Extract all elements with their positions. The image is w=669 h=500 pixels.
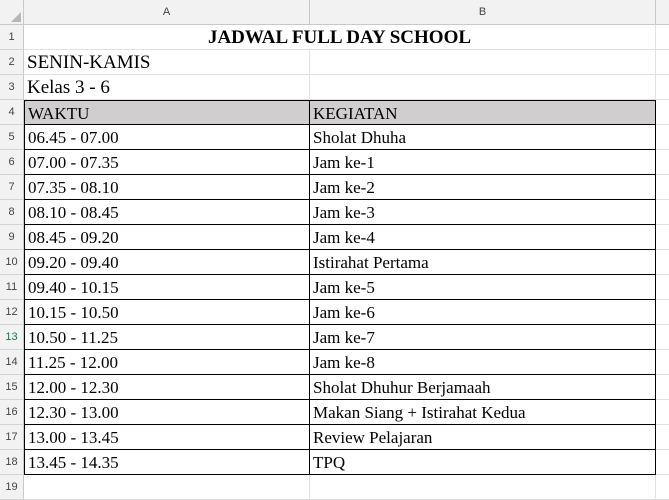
table-row <box>24 200 669 225</box>
row-header-12[interactable]: 12 <box>0 300 24 325</box>
days-cell[interactable]: SENIN-KAMIS <box>24 50 310 75</box>
cell[interactable] <box>656 25 669 50</box>
waktu-header-cell[interactable]: WAKTU <box>24 100 310 125</box>
table-row <box>24 375 669 400</box>
row-header-11[interactable]: 11 <box>0 275 24 300</box>
row-header-6[interactable]: 6 <box>0 150 24 175</box>
waktu-cell[interactable]: 10.50 - 11.25 <box>24 325 310 350</box>
waktu-cell[interactable]: 12.30 - 13.00 <box>24 400 310 425</box>
cell[interactable] <box>656 275 669 300</box>
kegiatan-cell[interactable]: Jam ke-3 <box>310 200 656 225</box>
row-header-3[interactable]: 3 <box>0 75 24 100</box>
row-header-13[interactable]: 13 <box>0 325 24 350</box>
row-header-15[interactable]: 15 <box>0 375 24 400</box>
cell[interactable] <box>24 475 310 500</box>
kegiatan-cell[interactable]: Sholat Dhuha <box>310 125 656 150</box>
cell[interactable] <box>656 375 669 400</box>
waktu-cell[interactable]: 06.45 - 07.00 <box>24 125 310 150</box>
cell[interactable] <box>656 100 669 125</box>
waktu-cell[interactable]: 12.00 - 12.30 <box>24 375 310 400</box>
kegiatan-cell[interactable]: Jam ke-1 <box>310 150 656 175</box>
waktu-cell[interactable]: 08.10 - 08.45 <box>24 200 310 225</box>
kegiatan-cell[interactable]: Jam ke-8 <box>310 350 656 375</box>
row-header-9[interactable]: 9 <box>0 225 24 250</box>
waktu-cell[interactable]: 11.25 - 12.00 <box>24 350 310 375</box>
waktu-cell[interactable]: 09.20 - 09.40 <box>24 250 310 275</box>
kegiatan-cell[interactable]: Jam ke-5 <box>310 275 656 300</box>
waktu-cell[interactable]: 07.35 - 08.10 <box>24 175 310 200</box>
cell[interactable] <box>656 50 669 75</box>
table-row <box>24 250 669 275</box>
cell[interactable] <box>656 350 669 375</box>
cell[interactable] <box>656 400 669 425</box>
waktu-cell[interactable]: 08.45 - 09.20 <box>24 225 310 250</box>
table-row <box>24 275 669 300</box>
row-header-5[interactable]: 5 <box>0 125 24 150</box>
cell[interactable] <box>656 200 669 225</box>
table-row <box>24 400 669 425</box>
row-header-1[interactable]: 1 <box>0 25 24 50</box>
table-row <box>24 175 669 200</box>
empty-row <box>24 475 669 500</box>
kegiatan-cell[interactable]: Jam ke-2 <box>310 175 656 200</box>
row-header-7[interactable]: 7 <box>0 175 24 200</box>
cell[interactable] <box>656 225 669 250</box>
cell[interactable] <box>656 150 669 175</box>
cell[interactable] <box>310 75 656 100</box>
row-header-8[interactable]: 8 <box>0 200 24 225</box>
cell[interactable] <box>656 425 669 450</box>
cell[interactable] <box>310 475 656 500</box>
sheet-row-1 <box>24 25 669 50</box>
waktu-cell[interactable]: 13.00 - 13.45 <box>24 425 310 450</box>
cell[interactable] <box>656 175 669 200</box>
cell[interactable] <box>656 75 669 100</box>
kegiatan-cell[interactable]: Jam ke-6 <box>310 300 656 325</box>
kegiatan-header-cell[interactable]: KEGIATAN <box>310 100 656 125</box>
select-all-corner[interactable] <box>0 0 24 25</box>
column-header-a[interactable]: A <box>24 0 310 25</box>
waktu-cell[interactable]: 09.40 - 10.15 <box>24 275 310 300</box>
row-header-16[interactable]: 16 <box>0 400 24 425</box>
cell[interactable] <box>656 300 669 325</box>
table-row <box>24 325 669 350</box>
cell[interactable] <box>310 50 656 75</box>
cell[interactable] <box>656 450 669 475</box>
kegiatan-cell[interactable]: TPQ <box>310 450 656 475</box>
waktu-cell[interactable]: 10.15 - 10.50 <box>24 300 310 325</box>
kegiatan-cell[interactable]: Istirahat Pertama <box>310 250 656 275</box>
table-row <box>24 425 669 450</box>
grade-cell[interactable]: Kelas 3 - 6 <box>24 75 310 100</box>
table-row <box>24 225 669 250</box>
table-row <box>24 125 669 150</box>
sheet-row-3 <box>24 75 669 100</box>
waktu-cell[interactable]: 13.45 - 14.35 <box>24 450 310 475</box>
kegiatan-cell[interactable]: Sholat Dhuhur Berjamaah <box>310 375 656 400</box>
kegiatan-cell[interactable]: Makan Siang + Istirahat Kedua <box>310 400 656 425</box>
row-header-19[interactable]: 19 <box>0 475 24 500</box>
kegiatan-cell[interactable]: Jam ke-7 <box>310 325 656 350</box>
row-header-14[interactable]: 14 <box>0 350 24 375</box>
row-header-10[interactable]: 10 <box>0 250 24 275</box>
column-header-c[interactable] <box>656 0 669 25</box>
waktu-cell[interactable]: 07.00 - 07.35 <box>24 150 310 175</box>
table-row <box>24 150 669 175</box>
kegiatan-cell[interactable]: Review Pelajaran <box>310 425 656 450</box>
row-header-17[interactable]: 17 <box>0 425 24 450</box>
cell[interactable] <box>656 475 669 500</box>
cell[interactable] <box>656 325 669 350</box>
row-header-4[interactable]: 4 <box>0 100 24 125</box>
column-header-b[interactable]: B <box>310 0 656 25</box>
table-row <box>24 450 669 475</box>
cell[interactable] <box>656 250 669 275</box>
kegiatan-cell[interactable]: Jam ke-4 <box>310 225 656 250</box>
table-row <box>24 350 669 375</box>
table-header-row <box>24 100 669 125</box>
title-cell[interactable]: JADWAL FULL DAY SCHOOL <box>24 25 656 50</box>
row-header-18[interactable]: 18 <box>0 450 24 475</box>
table-row <box>24 300 669 325</box>
sheet-row-2 <box>24 50 669 75</box>
row-header-2[interactable]: 2 <box>0 50 24 75</box>
cell[interactable] <box>656 125 669 150</box>
